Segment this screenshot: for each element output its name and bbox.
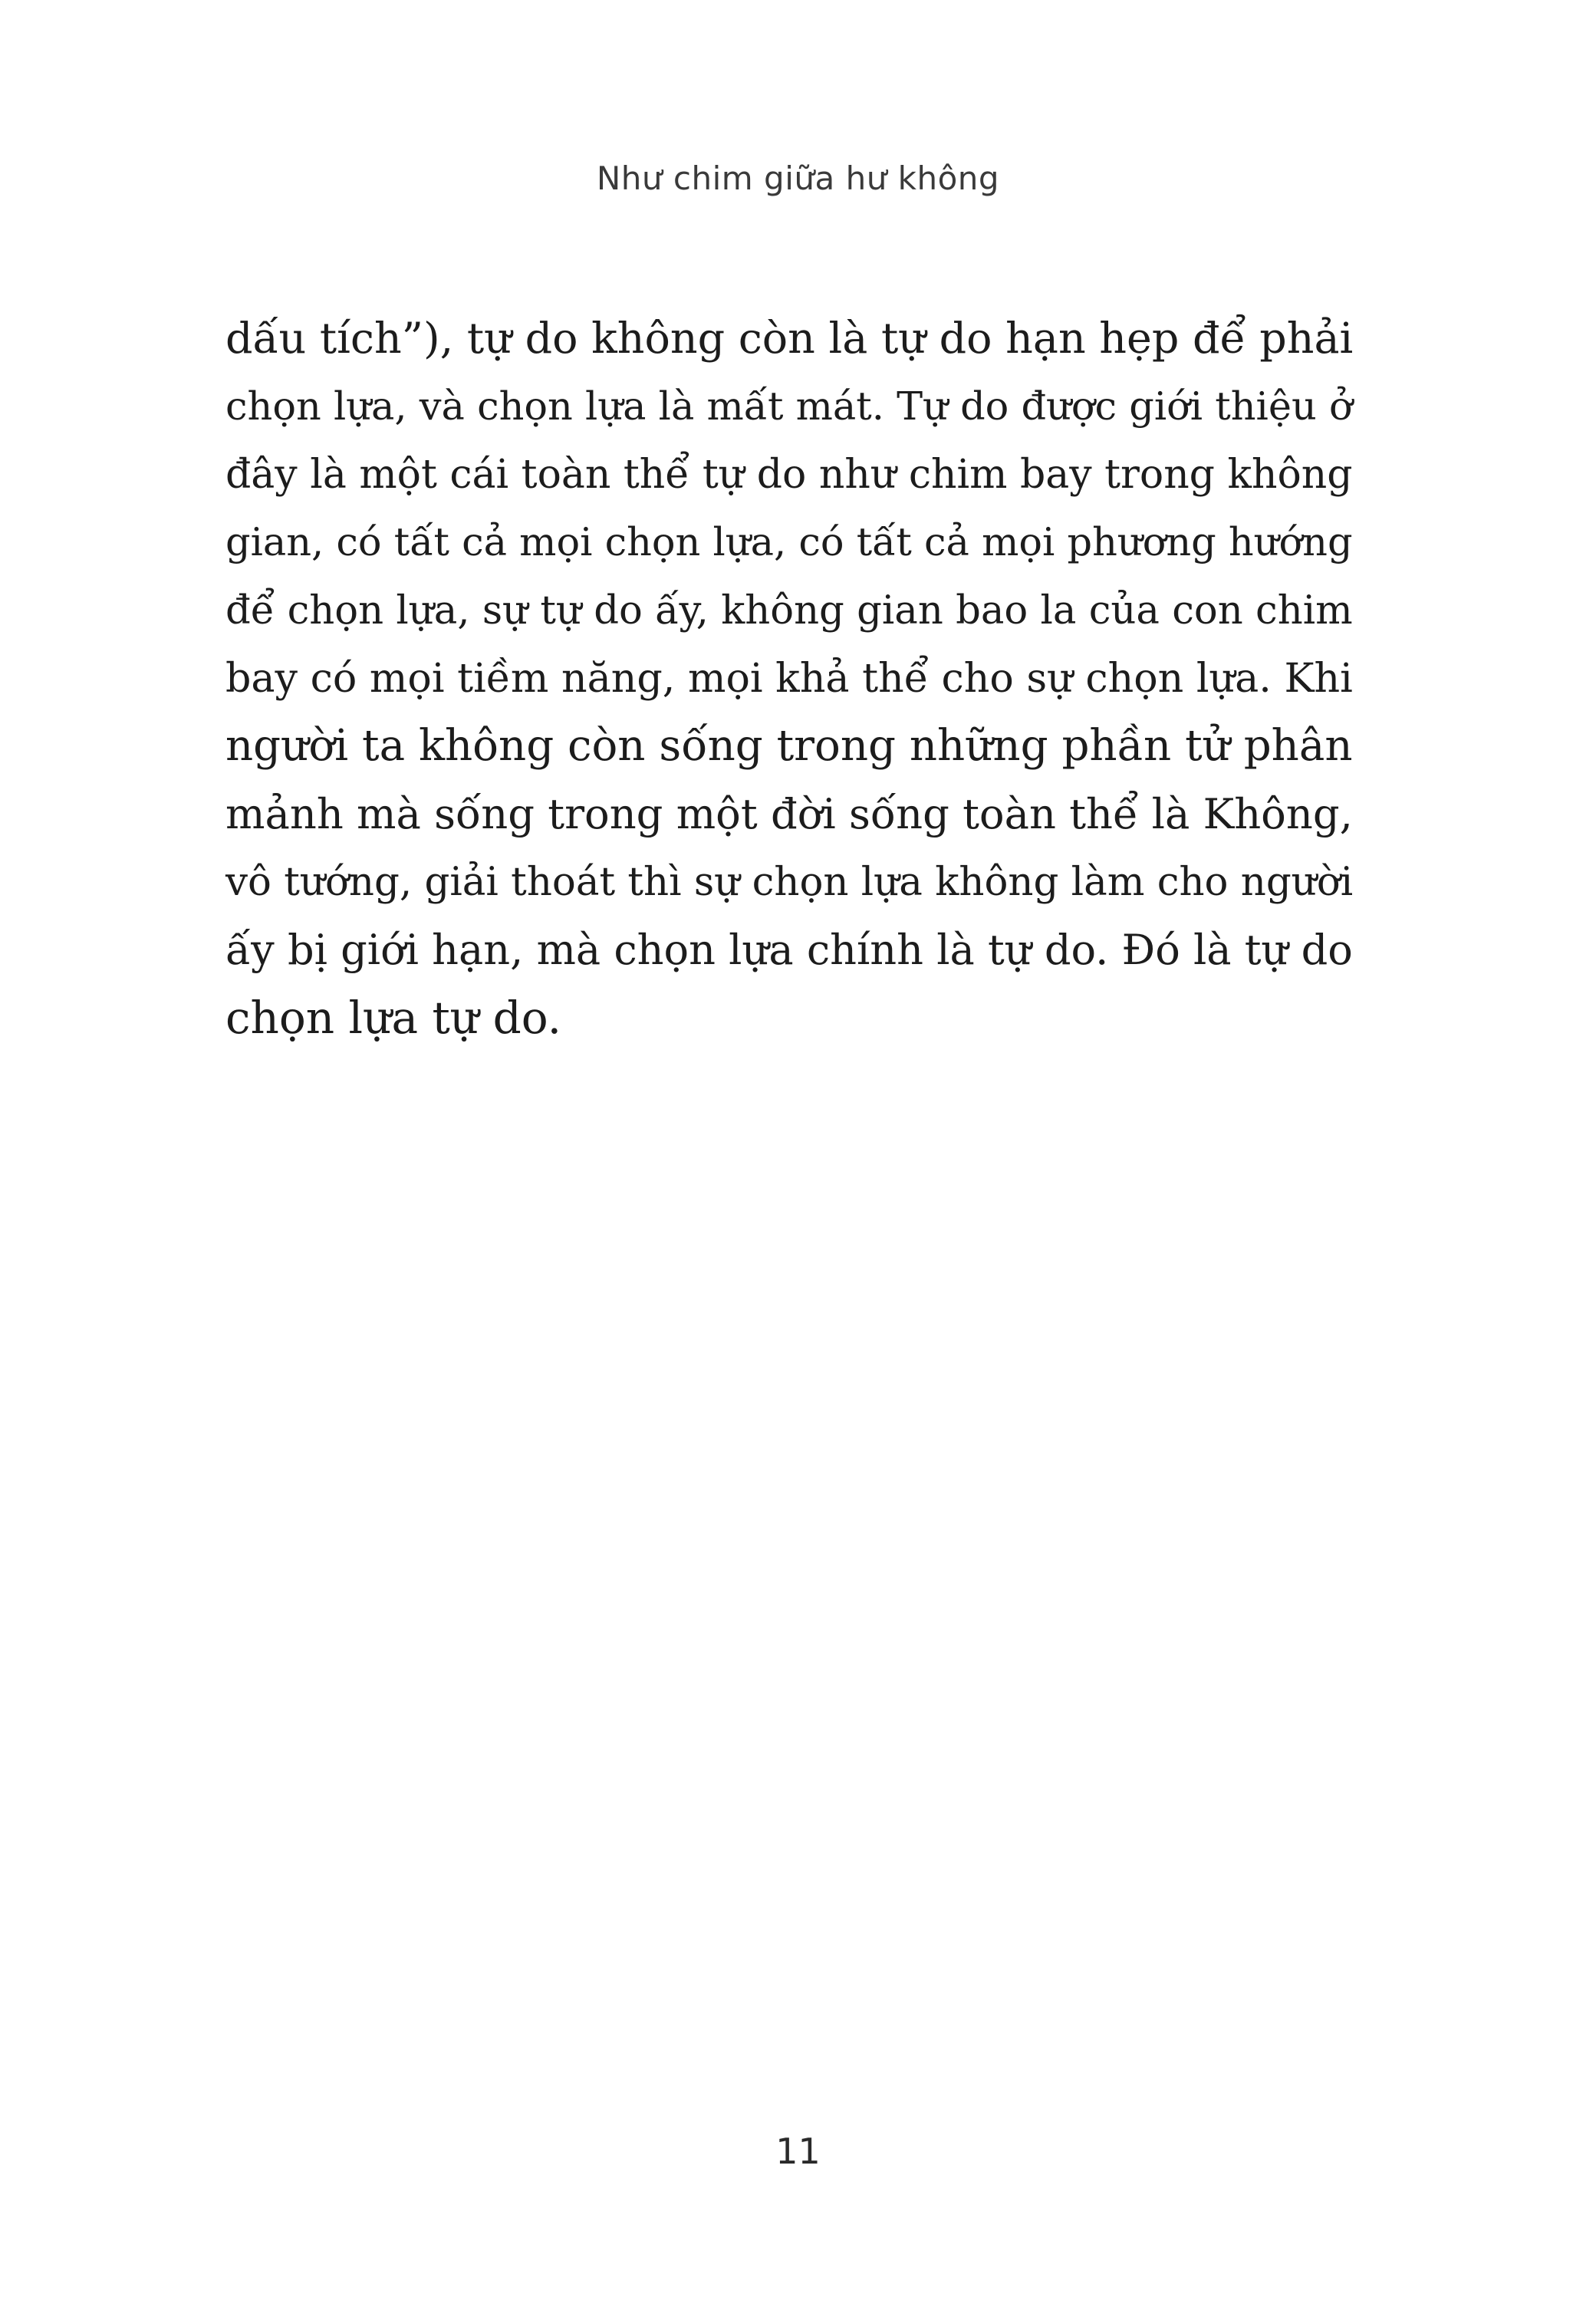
running-header: Như chim giữa hư không: [596, 160, 1000, 197]
text-line: đây là một cái toàn thể tự do như chim bay trong không: [225, 452, 1353, 498]
text-line: vô tướng, giải thoát thì sự chọn lựa không làm cho người: [225, 859, 1354, 905]
text-line: bay có mọi tiềm năng, mọi khả thể cho sự chọn lựa. Khi: [225, 655, 1353, 702]
body-paragraph: [225, 305, 1353, 1052]
text-line: chọn lựa tự do.: [225, 992, 562, 1044]
page-number: 11: [775, 2131, 821, 2172]
text-line: người ta không còn sống trong những phần tử phân: [225, 721, 1353, 771]
text-line: gian, có tất cả mọi chọn lựa, có tất cả mọi phương hướng: [225, 519, 1353, 565]
text-line: mảnh mà sống trong một đời sống toàn thể là Không,: [225, 789, 1353, 838]
text-line: để chọn lựa, sự tự do ấy, không gian bao la của con chim: [225, 587, 1353, 633]
text-line: dấu tích”), tự do không còn là tự do hạn hẹp để phải: [225, 314, 1354, 364]
text-line: ấy bị giới hạn, mà chọn lựa chính là tự do. Đó là tự do: [225, 925, 1353, 974]
text-line: chọn lựa, và chọn lựa là mất mát. Tự do được giới thiệu ở: [225, 383, 1353, 429]
